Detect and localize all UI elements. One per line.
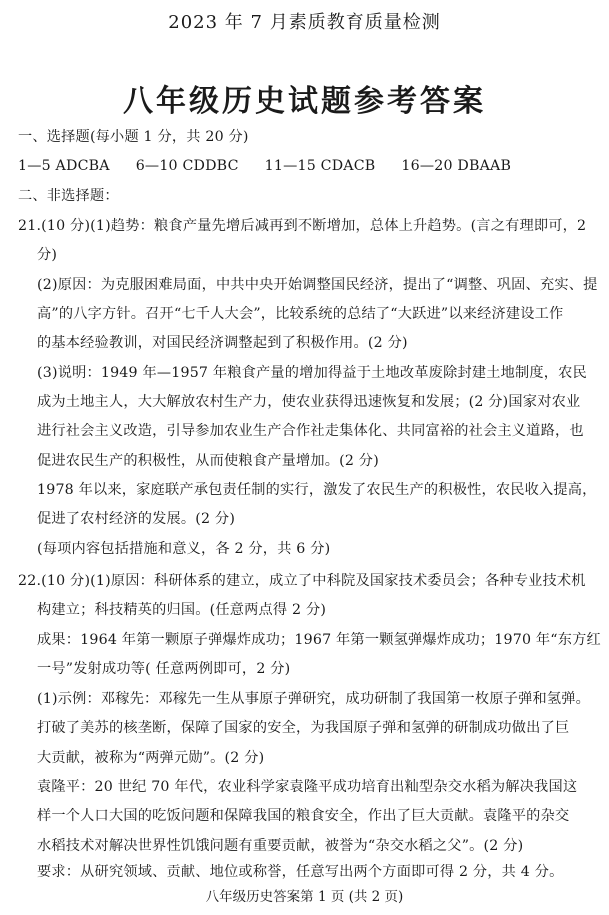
q22-line: 22.(10 分)(1)原因：科研体系的建立，成立了中科院及国家技术委员会；各种专业技术机 [18, 573, 586, 589]
q22-line: 打破了美苏的核垄断，保障了国家的安全，为我国原子弹和氢弹的研制成功做出了巨 [37, 720, 570, 736]
section2-heading: 二、非选择题： [18, 188, 119, 204]
q21-line: 分) [37, 247, 58, 263]
mcq-answer-group: 6—10 CDDBC [135, 158, 239, 174]
q22-line: (1)示例：邓稼先：邓稼先一生从事原子弹研究，成功研制了我国第一枚原子弹和氢弹。 [37, 691, 591, 707]
q22-line: 成果：1964 年第一颗原子弹爆炸成功；1967 年第一颗氢弹爆炸成功；1970 年“东方红 [37, 632, 601, 648]
q22-line: 要求：从研究领域、贡献、地位或称誉，任意写出两个方面即可得 2 分，共 4 分。 [37, 864, 564, 880]
mcq-answer-group: 16—20 DBAAB [401, 158, 512, 174]
q21-line: 的基本经验教训，对国民经济调整起到了积极作用。(2 分) [37, 335, 408, 351]
q22-line: 大贡献，被称为“两弹元勋”。(2 分) [37, 750, 265, 766]
q21-line: 高”的八字方针。召开“七千人大会”，比较系统的总结了“大跃进”以来经济建设工作 [37, 306, 564, 322]
page-footer: 八年级历史答案第 1 页 (共 2 页) [205, 889, 404, 905]
q21-line: (每项内容包括措施和意义，各 2 分，共 6 分) [37, 541, 331, 557]
mcq-answer-group: 1—5 ADCBA [18, 158, 110, 174]
q21-line: 促进农民生产的积极性，从而使粮食产量增加。(2 分) [37, 453, 379, 469]
q21-line: 成为土地主人，大大解放农村生产力，使农业获得迅速恢复和发展；(2 分)国家对农业 [37, 394, 581, 410]
q22-line: 构建立；科技精英的归国。(任意两点得 2 分) [37, 602, 327, 618]
exam-subtitle: 2023 年 7 月素质教育质量检测 [168, 12, 441, 33]
q21-line: 21.(10 分)(1)趋势：粮食产量先增后减再到不断增加，总体上升趋势。(言之有理即可，2 [18, 218, 587, 234]
q22-line: 样一个人口大国的吃饭问题和保障我国的粮食安全，作出了巨大贡献。袁隆平的杂交 [37, 808, 570, 824]
q21-line: 1978 年以来，家庭联产承包责任制的实行，激发了农民生产的积极性，农民收入提高， [37, 482, 597, 498]
page-title: 八年级历史试题参考答案 [123, 84, 486, 119]
mcq-answer-group: 11—15 CDACB [264, 158, 376, 174]
q21-line: (2)原因：为克服困难局面，中共中央开始调整国民经济，提出了“调整、巩固、充实、提 [37, 277, 598, 293]
q21-line: (3)说明：1949 年—1957 年粮食产量的增加得益于土地改革废除封建土地制度，农民 [37, 365, 587, 381]
q22-line: 一号”发射成功等( 任意两例即可，2 分) [37, 661, 291, 677]
q22-line: 水稻技术对解决世界性饥饿问题有重要贡献，被誉为“杂交水稻之父”。(2 分) [37, 838, 524, 854]
mcq-answers [18, 156, 601, 176]
q21-line: 促进了农村经济的发展。(2 分) [37, 511, 236, 527]
section1-heading: 一、选择题(每小题 1 分，共 20 分) [18, 129, 249, 145]
q22-line: 袁隆平：20 世纪 70 年代，农业科学家袁隆平成功培育出籼型杂交水稻为解决我国这 [37, 779, 578, 795]
q21-line: 进行社会主义改造，引导参加农业生产合作社走集体化、共同富裕的社会主义道路，也 [37, 423, 584, 439]
